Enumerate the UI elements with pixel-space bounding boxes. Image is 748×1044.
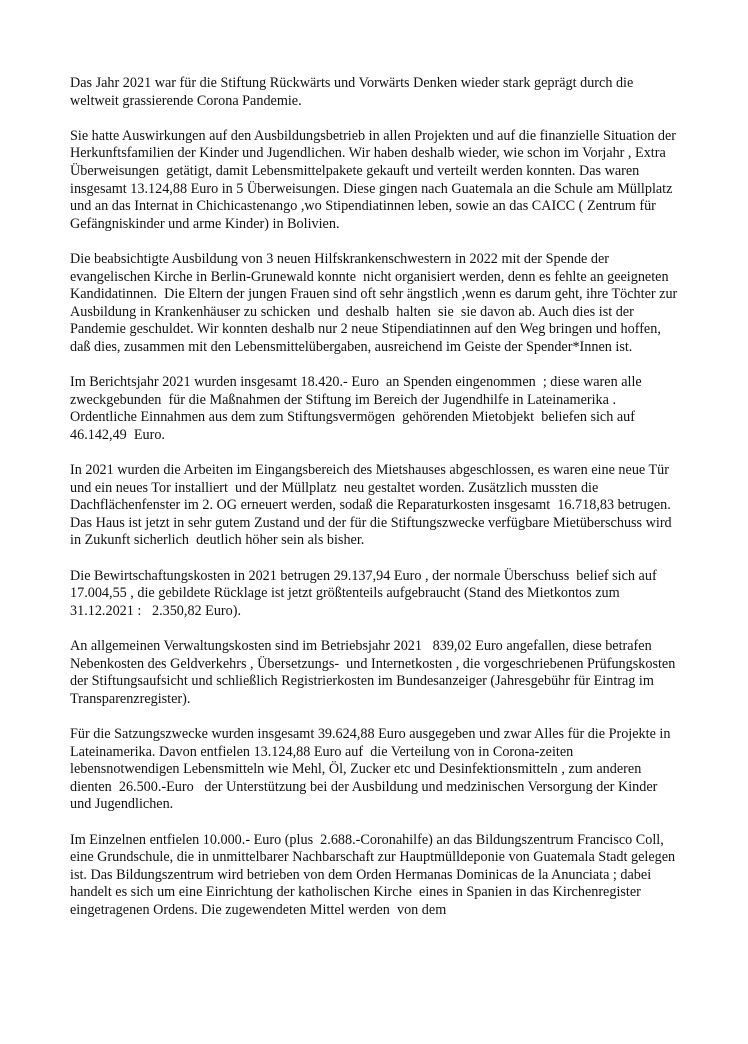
paragraph-details: Im Einzelnen entfielen 10.000.- Euro (plus 2.688.-Coronahilfe) an das Bildungszentrum Francisco Coll, eine Grundschule, die in unmittelbarer Nachbarschaft zur Hauptmülldeponie von Guatemala Stadt gelegen ist. Das Bildungszentrum wird betrieben von dem Orden Hermanas Dominicas de la Anunciata ; dabei handelt es sich um eine Einrichtung der katholischen Kirche eines in Spanien in das Kirchenregister eingetragenen Ordens. Die zugewendeten Mittel werden von dem xyxy=(70,831,679,918)
paragraph-nursing-training: Die beabsichtigte Ausbildung von 3 neuen Hilfskrankenschwestern in 2022 mit der Spende der evangelischen Kirche in Berlin-Grunewald konnte nicht organisiert werden, denn es fehlte an geeigneten Kandidatinnen. Die Eltern der jungen Frauen sind oft sehr ängstlich ,wenn es darum geht, ihre Töchter zur Ausbildung in Krankenhäuser zu schicken und deshalb halten sie sie davon ab. Auch dies ist der Pandemie geschuldet. Wir konnten deshalb nur 2 neue Stipendiatinnen auf den Weg bringen und hoffen, daß dies, zusammen mit den Lebensmittelübergaben, ausreichend im Geiste der Spender*Innen ist. xyxy=(70,250,681,355)
paragraph-renovation: In 2021 wurden die Arbeiten im Eingangsbereich des Mietshauses abgeschlossen, es waren eine neue Tür und ein neues Tor installiert und der Müllplatz neu gestaltet worden. Zusätzlich mussten die Dachflächenfenster im 2. OG erneuert werden, sodaß die Reparaturkosten insgesamt 16.718,83 betrugen. Das Haus ist jetzt in sehr gutem Zustand und der für die Stiftungszwecke verfügbare Mietüberschuss wird in Zukunft sicherlich deutlich höher sein als bisher. xyxy=(70,462,676,549)
paragraph-statutory-purposes: Für die Satzungszwecke wurden insgesamt 39.624,88 Euro ausgegeben und zwar Alles für die Projekte in Lateinamerika. Davon entfielen 13.124,88 Euro auf die Verteilung von in Corona-zeiten lebensnotwendigen Lebensmitteln wie Mehl, Öl, Zucker etc und Desinfektionsmitteln , zum anderen dienten 26.500.-Euro der Unterstützung bei der Ausbildung und medzinischen Versorgung der Kinder und Jugendlichen. xyxy=(70,725,675,813)
paragraph-management-costs: Die Bewirtschaftungskosten in 2021 betrugen 29.137,94 Euro , der normale Überschuss belief sich auf 17.004,55 , die gebildete Rücklage ist jetzt größtenteils aufgebraucht (Stand des Mietkontos zum 31.12.2021 : 2.350,82 Euro). xyxy=(70,567,661,619)
paragraph-admin-costs: An allgemeinen Verwaltungskosten sind im Betriebsjahr 2021 839,02 Euro angefallen, diese betrafen Nebenkosten des Geldverkehrs , Übersetzungs- und Internetkosten , die vorgeschriebenen Prüfungskosten der Stiftungsaufsicht und schließlich Registrierkosten im Bundesanzeiger (Jahresgebühr für Eintrag im Transparenzregister). xyxy=(70,638,679,707)
paragraph-donations: Im Berichtsjahr 2021 wurden insgesamt 18.420.- Euro an Spenden eingenommen ; diese waren alle zweckgebunden für die Maßnahmen der Stiftung im Bereich der Jugendhilfe in Lateinamerika . xyxy=(70,374,646,408)
paragraph-rental-income: Ordentliche Einnahmen aus dem zum Stiftungsvermögen gehörenden Mietobjekt beliefen sich auf 46.142,49 Euro. xyxy=(70,409,639,443)
paragraph-intro: Das Jahr 2021 war für die Stiftung Rückwärts und Vorwärts Denken wieder stark geprägt durch die weltweit grassierende Corona Pandemie. xyxy=(70,75,637,109)
paragraph-impact: Sie hatte Auswirkungen auf den Ausbildungsbetrieb in allen Projekten und auf die finanzielle Situation der Herkunftsfamilien der Kinder und Jugendlichen. Wir haben deshalb wieder, wie schon im Vorjahr , Extra Überweisungen getätigt, damit Lebensmittelpakete gekauft und verteilt werden konnten. Das waren insgesamt 13.124,88 Euro in 5 Überweisungen. Diese gingen nach Guatemala an die Schule am Müllplatz und an das Internat in Chichicastenango ,wo Stipendiatinnen leben, sowie an das CAICC ( Zentrum für Gefängniskinder und arme Kinder) in Bolivien. xyxy=(70,127,680,232)
document-body xyxy=(70,75,682,920)
